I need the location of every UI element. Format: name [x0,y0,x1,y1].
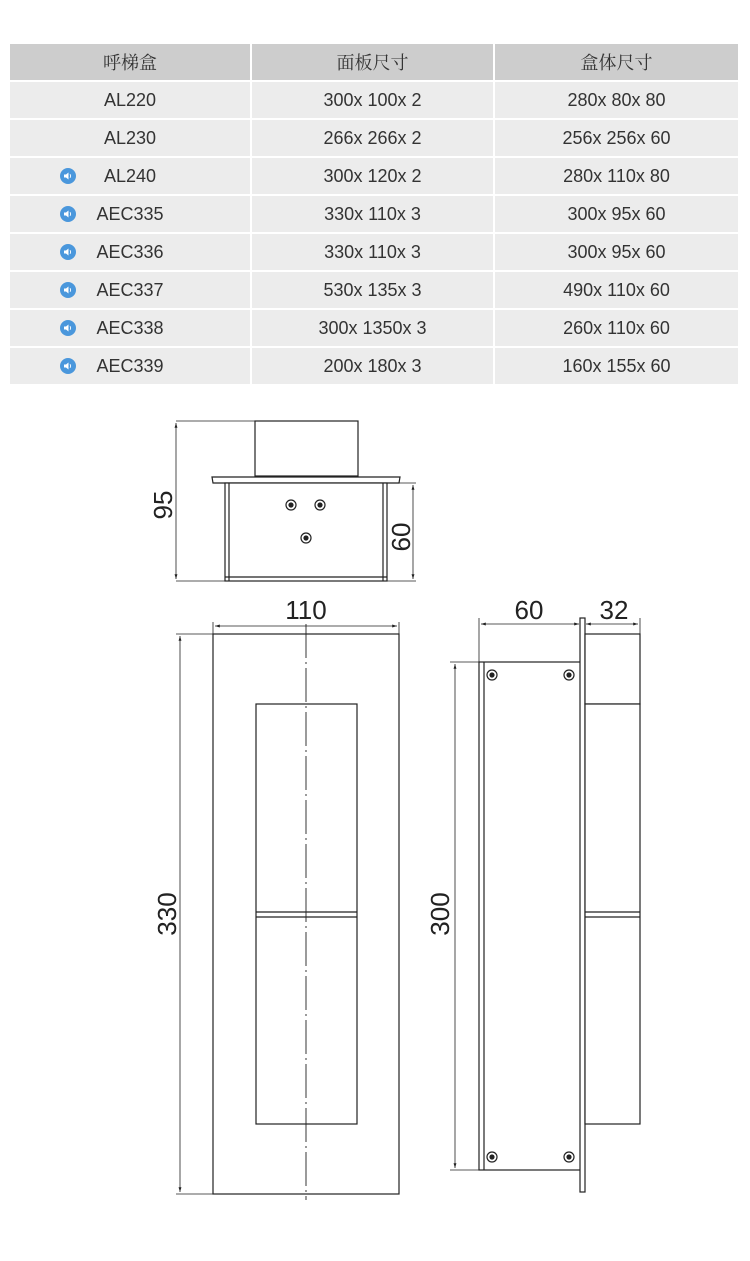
side-depth-label: 60 [514,595,544,625]
model-name: AL230 [103,127,157,148]
model-cell [10,82,250,118]
table-row [10,196,738,232]
panel-size-cell: 300x 120x 2 [252,158,493,194]
side-view [450,618,640,1192]
technical-drawing [0,400,750,1261]
top-depth-label: 60 [386,522,416,552]
panel-size-cell: 530x 135x 3 [252,272,493,308]
table-header-row [10,44,738,80]
model-name: AL240 [103,165,157,186]
panel-size-cell: 266x 266x 2 [252,120,493,156]
side-height-label: 300 [425,892,455,936]
box-size-cell: 160x 155x 60 [495,348,738,384]
table-row [10,82,738,118]
speaker-icon [60,244,76,260]
front-width-label: 110 [285,595,327,625]
model-name: AEC339 [96,355,164,376]
box-size-cell: 280x 110x 80 [495,158,738,194]
table-row [10,158,738,194]
table-row [10,310,738,346]
box-size-cell: 256x 256x 60 [495,120,738,156]
model-cell [10,158,250,194]
top-view [176,421,416,581]
spec-table [10,44,738,386]
model-name: AEC335 [96,203,164,224]
front-height-label: 330 [152,892,182,936]
model-cell [10,310,250,346]
top-height-label: 95 [148,490,178,520]
model-cell [10,348,250,384]
model-name: AL220 [103,89,157,110]
header-panel-size: 面板尺寸 [252,44,493,80]
table-row [10,272,738,308]
box-size-cell: 300x 95x 60 [495,234,738,270]
box-size-cell: 300x 95x 60 [495,196,738,232]
model-cell [10,196,250,232]
speaker-icon [60,282,76,298]
speaker-icon [60,206,76,222]
side-panel-label: 32 [599,595,629,625]
panel-size-cell: 300x 100x 2 [252,82,493,118]
model-name: AEC338 [96,317,164,338]
box-size-cell: 260x 110x 60 [495,310,738,346]
box-size-cell: 490x 110x 60 [495,272,738,308]
panel-size-cell: 200x 180x 3 [252,348,493,384]
table-row [10,348,738,384]
model-cell [10,272,250,308]
panel-size-cell: 330x 110x 3 [252,234,493,270]
table-row [10,234,738,270]
model-cell [10,120,250,156]
header-box-size: 盒体尺寸 [495,44,738,80]
model-name: AEC337 [96,279,164,300]
model-name: AEC336 [96,241,164,262]
box-size-cell: 280x 80x 80 [495,82,738,118]
speaker-icon [60,168,76,184]
header-model: 呼梯盒 [10,44,250,80]
speaker-icon [60,320,76,336]
panel-size-cell: 300x 1350x 3 [252,310,493,346]
table-row [10,120,738,156]
front-view [176,622,399,1200]
panel-size-cell: 330x 110x 3 [252,196,493,232]
model-cell [10,234,250,270]
speaker-icon [60,358,76,374]
